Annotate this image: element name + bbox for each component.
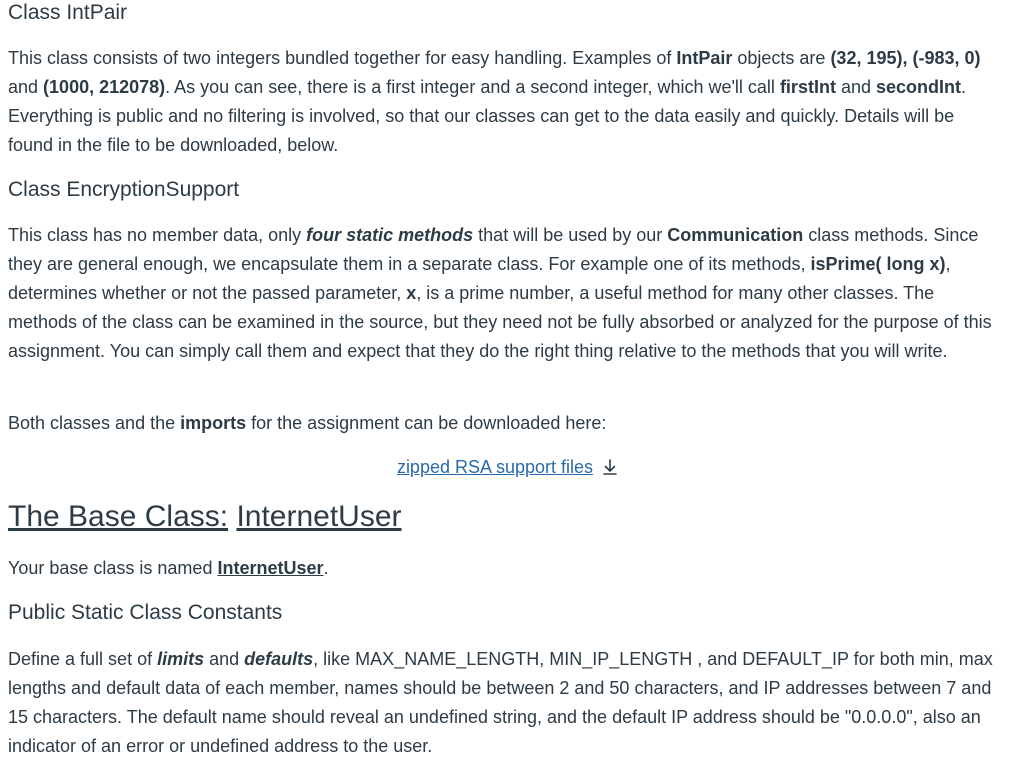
text-span: This class has no member data, only xyxy=(8,225,307,245)
text-span: This class consists of two integers bundled together for easy handling. Examples of xyxy=(8,48,677,68)
intpair-paragraph xyxy=(8,44,1004,160)
text-span: . Everything is public and no filtering is involved, so that our classes can get to the data easily and quickly. Details will be found in the file to be downloaded, below. xyxy=(8,77,967,155)
encryption-paragraph xyxy=(8,221,1004,366)
text-span: and xyxy=(835,77,876,97)
base-class-paragraph xyxy=(8,554,1004,583)
text-span: . xyxy=(323,558,329,578)
imports-term: imports xyxy=(180,413,247,433)
text-span: and xyxy=(204,649,245,669)
isprime-term: isPrime( long x) xyxy=(810,254,946,274)
text-span: , is a prime number, a useful method for many other classes. The methods of the class can be examined in the source, but they need not be fully absorbed or analyzed for the purpose of this assignment. You can simply call them and expect that they do the right thing relative to the methods that you will write. xyxy=(8,283,992,361)
example-pair-2: (-983, 0) xyxy=(912,48,981,68)
text-span: that will be used by our xyxy=(473,225,668,245)
text-span: , determines whether or not the passed parameter, xyxy=(8,254,951,303)
download-icon[interactable] xyxy=(601,456,619,474)
heading-part-a: The Base Class: xyxy=(8,500,229,533)
class-intpair-heading: Class IntPair xyxy=(8,1,128,24)
text-span: Your base class is named xyxy=(8,558,218,578)
text-span: Both classes and the xyxy=(8,413,181,433)
intpair-term: IntPair xyxy=(676,48,733,68)
text-span: . As you can see, there is a first integer and a second integer, which we'll call xyxy=(165,77,780,97)
heading-part-b: InternetUser xyxy=(236,500,402,533)
text-span: , like MAX_NAME_LENGTH, MIN_IP_LENGTH , and DEFAULT_IP for both min, max lengths and default data of each member, names should be between 2 and 50 characters, and IP addresses between 7 and 15 characters. The default name should reveal an undefined string, and the default IP address should be "0.0.0.0", also an indicator of an error or undefined address to the user. xyxy=(8,649,993,756)
download-link-row xyxy=(0,453,1016,482)
limits-term: limits xyxy=(157,649,205,669)
firstint-term: firstInt xyxy=(779,77,836,97)
defaults-term: defaults xyxy=(244,649,314,669)
zipped-rsa-support-files-link[interactable]: zipped RSA support files xyxy=(396,457,594,477)
secondint-term: secondInt xyxy=(875,77,961,97)
text-span: for the assignment can be downloaded here: xyxy=(246,413,607,433)
text-span: class methods. Since they are general enough, we encapsulate them in a separate class. For example one of its methods, xyxy=(8,225,979,274)
example-pair-1: (32, 195), xyxy=(830,48,908,68)
communication-term: Communication xyxy=(667,225,804,245)
internetuser-term: InternetUser xyxy=(217,558,324,578)
constants-paragraph xyxy=(8,645,1008,761)
download-intro-paragraph xyxy=(8,409,1004,438)
text-span: objects are xyxy=(732,48,831,68)
text-span: Define a full set of xyxy=(8,649,158,669)
public-static-constants-heading: Public Static Class Constants xyxy=(8,601,283,624)
class-encryption-support-heading: Class EncryptionSupport xyxy=(8,178,240,201)
four-static-methods-term: four static methods xyxy=(306,225,474,245)
base-class-heading xyxy=(8,499,402,535)
example-pair-3: (1000, 212078) xyxy=(43,77,166,97)
x-term: x xyxy=(406,283,417,303)
text-span: and xyxy=(8,77,44,97)
